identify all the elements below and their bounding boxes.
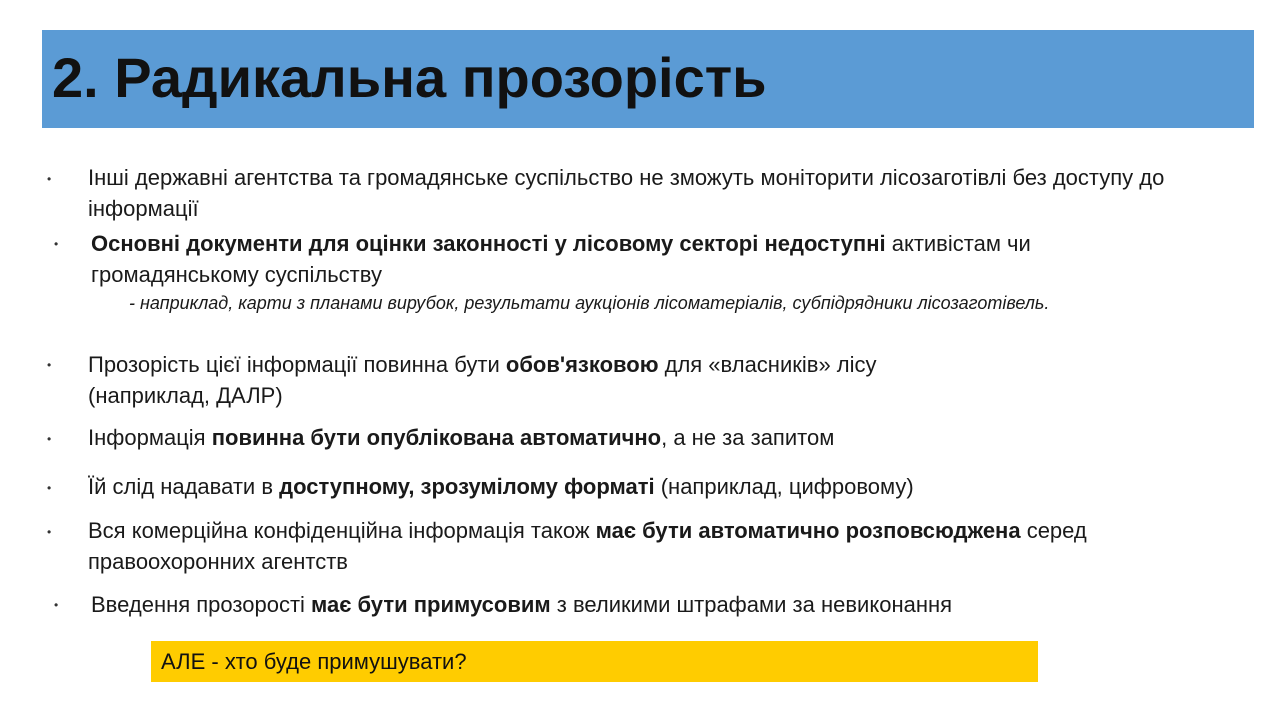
title-bar xyxy=(42,30,1254,128)
bullet-text: активістам чи громадянському суспільству xyxy=(91,231,1031,287)
bullet-item-7 xyxy=(91,589,1201,620)
bullet-bold-text: повинна бути опублікована автоматично xyxy=(211,425,662,450)
bullet-bold-text: доступному, зрозумілому форматі xyxy=(279,474,655,499)
bullet-dot: • xyxy=(47,358,52,372)
bullet-bold-text: має бути примусовим xyxy=(311,592,551,617)
bullet-text: Їй слід надавати в xyxy=(88,474,280,499)
bullet-dot: • xyxy=(47,432,52,446)
bullet-text: Вся комерційна конфіденційна інформація також xyxy=(88,518,596,543)
bullet-text: Прозорість цієї інформації повинна бути xyxy=(88,352,506,377)
bullet-dot: • xyxy=(54,237,59,251)
bullet-text: Інформація xyxy=(88,425,212,450)
slide-title: 2. Радикальна прозорість xyxy=(52,46,767,109)
bullet-text: серед правоохоронних агентств xyxy=(88,518,1087,574)
bullet-text: , а не за запитом xyxy=(661,425,835,450)
bullet-dot: • xyxy=(47,481,52,495)
callout-text: АЛЕ - хто буде примушувати? xyxy=(161,649,467,674)
callout-box xyxy=(151,641,1038,682)
bullet-item-4 xyxy=(88,422,1198,453)
bullet-dot: • xyxy=(47,172,52,186)
bullet-item-1 xyxy=(88,162,1198,224)
bullet-text: (наприклад, цифровому) xyxy=(654,474,914,499)
bullet-sub-note: - наприклад, карти з планами вирубок, результати аукціонів лісоматеріалів, субпідрядники лісозаготівель. xyxy=(129,293,1050,313)
bullet-bold-text: має бути автоматично розповсюджена xyxy=(595,518,1021,543)
bullet-bold-text: Основні документи для оцінки законності у лісовому секторі недоступні xyxy=(91,231,886,256)
bullet-text: Введення прозорості xyxy=(91,592,312,617)
bullet-item-2 xyxy=(91,228,1131,290)
bullet-text: з великими штрафами за невиконання xyxy=(550,592,953,617)
bullet-text: для «власників» лісу (наприклад, ДАЛР) xyxy=(88,352,877,408)
bullet-item-6 xyxy=(88,515,1198,577)
bullet-item-5 xyxy=(88,471,1198,502)
bullet-bold-text: обов'язковою xyxy=(505,352,659,377)
bullet-item-3 xyxy=(88,349,968,411)
bullet-text: Інші державні агентства та громадянське суспільство не зможуть моніторити лісозаготівлі без доступу до інформації xyxy=(88,165,1165,221)
bullet-dot: • xyxy=(47,525,52,539)
bullet-dot: • xyxy=(54,598,59,612)
